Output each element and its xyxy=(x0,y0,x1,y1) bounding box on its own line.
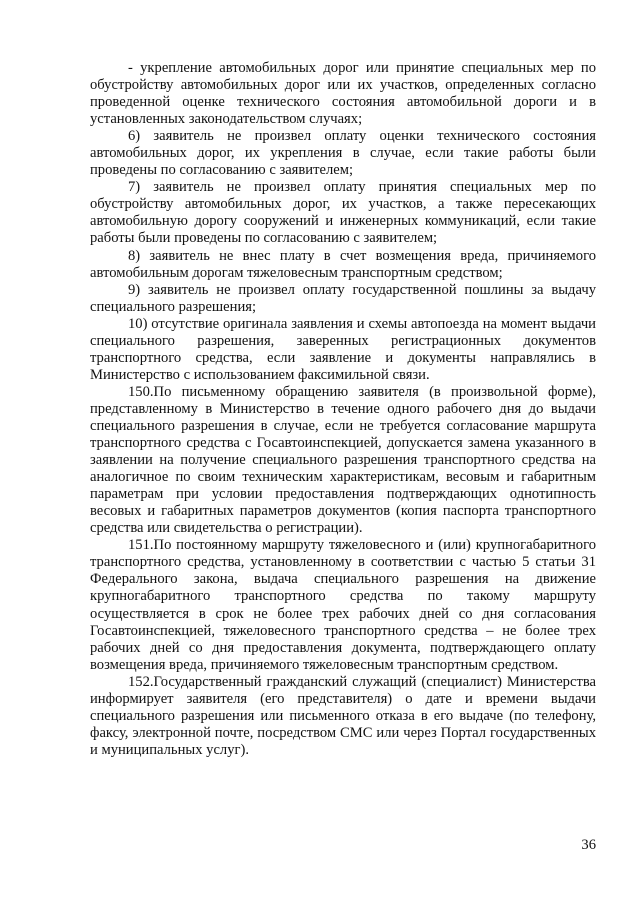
page-number: 36 xyxy=(581,837,596,853)
paragraph-item-9: 9) заявитель не произвел оплату государственной пошлины за выдачу специального разрешения; xyxy=(90,281,596,315)
paragraph-151: 151.По постоянному маршруту тяжеловесного и (или) крупногабаритного транспортного средства, установленному в соответствии с частью 5 статьи 31 Федерального закона, выдача специального разрешения на движение крупногабаритного транспортного средства по такому маршруту осуществляется в срок не более трех рабочих дней со дня согласования Госавтоинспекцией, тяжеловесного транспортного средства – не более трех рабочих дней со дня предоставления документа, подтверждающего оплату возмещения вреда, причиняемого тяжеловесным транспортным средством. xyxy=(90,537,596,673)
paragraph-item-8: 8) заявитель не внес плату в счет возмещения вреда, причиняемого автомобильным дорогам тяжеловесным транспортным средством; xyxy=(90,247,596,281)
paragraph-item-10: 10) отсутствие оригинала заявления и схемы автопоезда на момент выдачи специального разрешения, заверенных регистрационных документов транспортного средства, если заявление и документы направлялись в Министерство с использованием факсимильной связи. xyxy=(90,315,596,383)
paragraph-152: 152.Государственный гражданский служащий (специалист) Министерства информирует заявителя (его представителя) о дате и времени выдачи специального разрешения или письменного отказа в его выдаче (по телефону, факсу, электронной почте, посредством СМС или через Портал государственных и муниципальных услуг). xyxy=(90,673,596,758)
paragraph-150: 150.По письменному обращению заявителя (в произвольной форме), представленному в Министерство в течение одного рабочего дня до выдачи специального разрешения в случае, если не требуется согласование маршрута транспортного средства с Госавтоинспекцией, допускается замена указанного в заявлении на получение специального разрешения транспортного средства на аналогичное по своим техническим характеристикам, весовым и габаритным параметрам при условии предоставления подтверждающих однотипность весовых и габаритных параметров документов (копия паспорта транспортного средства или свидетельства о регистрации). xyxy=(90,383,596,537)
paragraph-item-6: 6) заявитель не произвел оплату оценки технического состояния автомобильных дорог, их укрепления в случае, если такие работы были проведены по согласованию с заявителем; xyxy=(90,128,596,179)
paragraph-item-7: 7) заявитель не произвел оплату принятия специальных мер по обустройству автомобильных дорог, их участков, а также пересекающих автомобильную дорогу сооружений и инженерных коммуникаций, если такие работы были проведены по согласованию с заявителем; xyxy=(90,179,596,247)
paragraph-road-reinforcement: - укрепление автомобильных дорог или принятие специальных мер по обустройству автомобильных дорог или их участков, определенных согласно проведенной оценке технического состояния автомобильной дороги и в установленных законодательством случаях; xyxy=(90,60,596,128)
document-page xyxy=(90,60,596,759)
